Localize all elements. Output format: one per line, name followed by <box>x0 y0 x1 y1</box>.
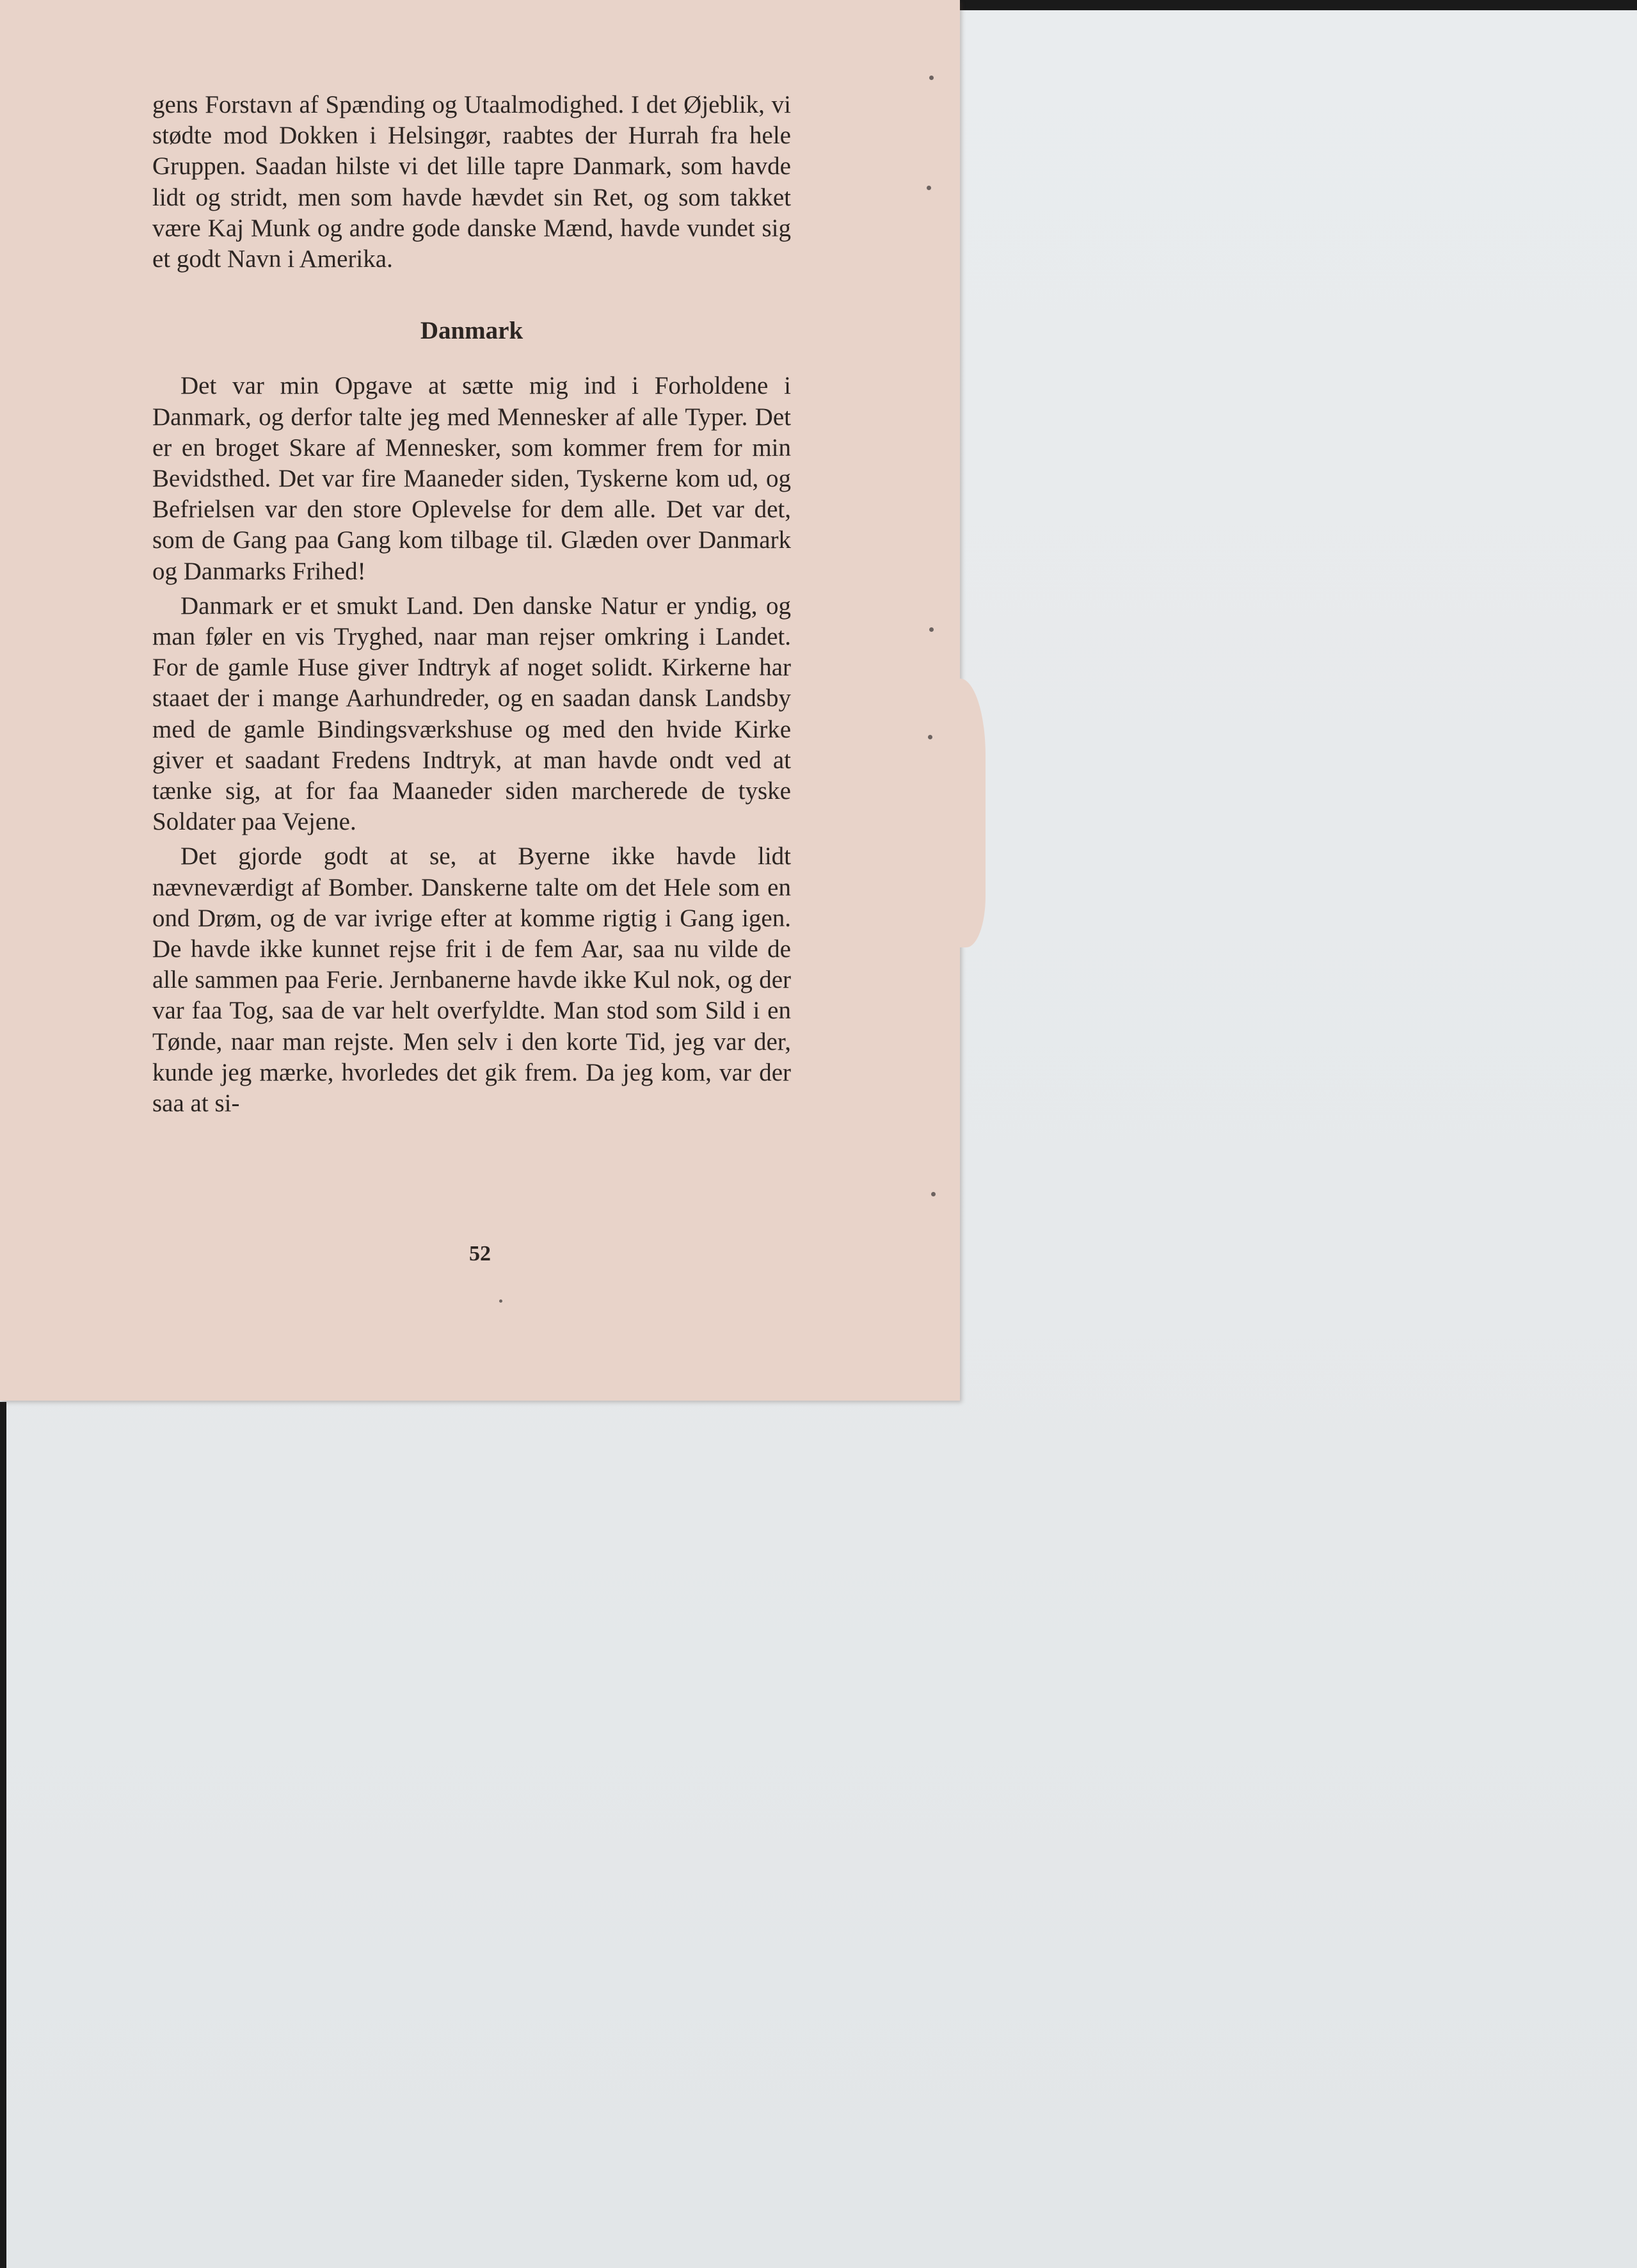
scanner-top-edge <box>960 0 1637 10</box>
torn-page-edge <box>947 679 986 947</box>
ink-speck <box>499 1299 502 1303</box>
binding-mark <box>929 627 934 632</box>
body-paragraph-3: Det gjorde godt at se, at Byerne ikke havde lidt nævneværdigt af Bomber. Danskerne talte om det Hele som en ond Drøm, og de var ivrige efter at komme rigtig i Gang igen. De havde ikke kunnet rejse frit i de fem Aar, saa nu vilde de alle sammen paa Ferie. Jernbanerne havde ikke Kul nok, og der var faa Tog, saa de var helt overfyldte. Man stod som Sild i en Tønde, naar man rejste. Men selv i den korte Tid, jeg var der, kunde jeg mærke, hvorledes det gik frem. Da jeg kom, var der saa at si- <box>152 842 791 1118</box>
body-paragraph-2: Danmark er et smukt Land. Den danske Natur er yndig, og man føler en vis Tryghed, naar man rejser omkring i Landet. For de gamle Huse giver Indtryk af noget solidt. Kirkerne har staaet der i mange Aarhundreder, og en saadan dansk Landsby med de gamle Bindingsværkshuse og med den hvide Kirke giver et saadant Fredens Indtryk, at man havde ondt ved at tænke sig, at for faa Maaneder siden marcherede de tyske Soldater paa Vejene. <box>152 591 791 836</box>
binding-mark <box>927 186 931 190</box>
intro-paragraph: gens Forstavn af Spænding og Utaalmodighed. I det Øjeblik, vi stødte mod Dokken i Helsingør, raabtes der Hurrah fra hele Gruppen. Saadan hilste vi det lille tapre Danmark, som havde lidt og stridt, men som havde hævdet sin Ret, og som takket være Kaj Munk og andre gode danske Mænd, havde vundet sig et godt Navn i Amerika. <box>152 91 791 273</box>
binding-mark <box>929 76 934 80</box>
scanner-left-edge <box>0 1402 6 2268</box>
body-paragraph-1: Det var min Opgave at sætte mig ind i Forholdene i Danmark, og derfor talte jeg med Mennesker af alle Typer. Det er en broget Skare af Mennesker, som kommer frem for min Bevidsthed. Det var fire Maaneder siden, Tyskerne kom ud, og Befrielsen var den store Oplevelse for dem alle. Det var det, som de Gang paa Gang kom tilbage til. Glæden over Danmark og Danmarks Frihed! <box>152 372 791 585</box>
page-text <box>152 90 791 1119</box>
book-page <box>0 0 960 1401</box>
section-heading: Danmark <box>420 317 523 345</box>
binding-mark <box>928 735 932 739</box>
page-number: 52 <box>469 1242 491 1266</box>
binding-mark <box>931 1192 936 1196</box>
